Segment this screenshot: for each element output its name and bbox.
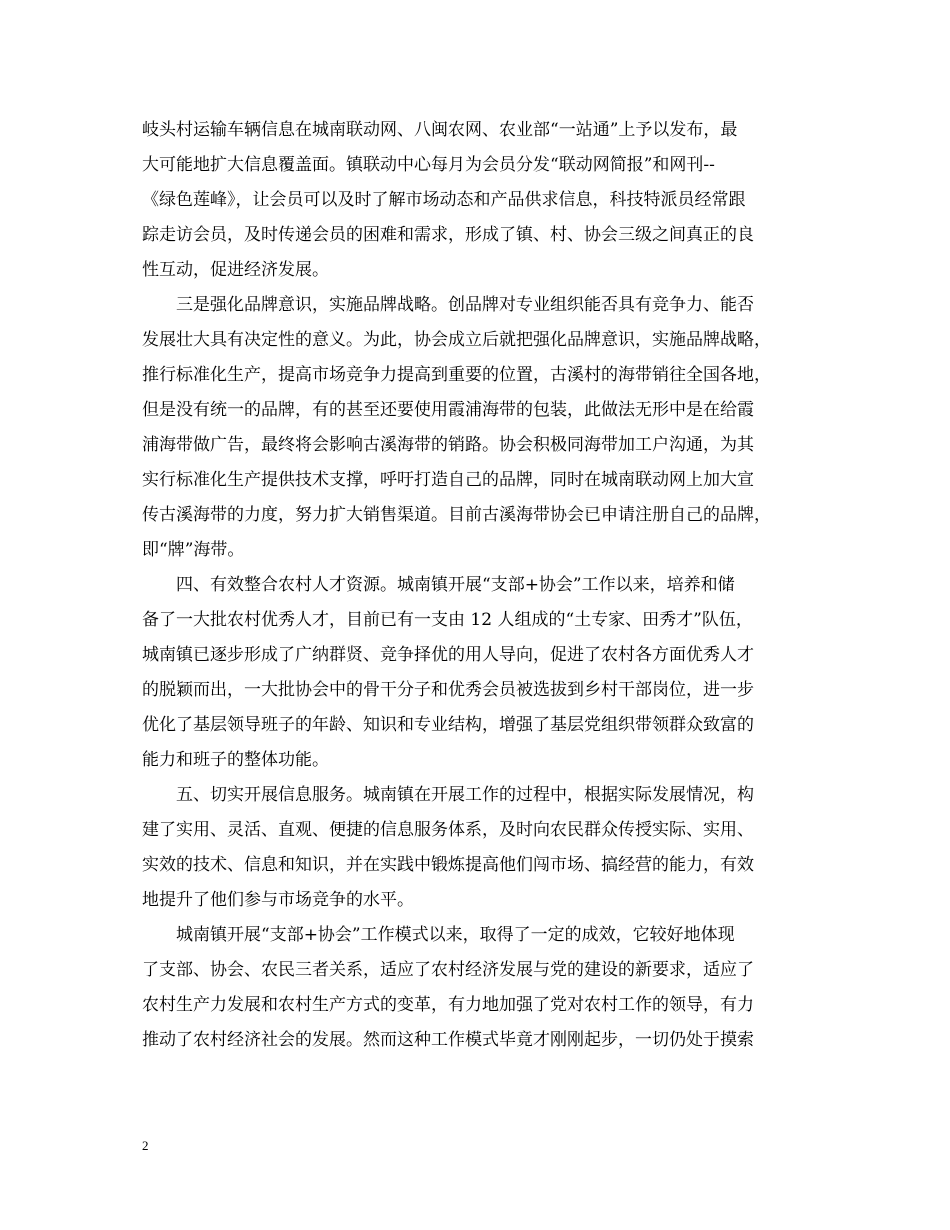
- text-line: 农村生产力发展和农村生产方式的变革，有力地加强了党对农村工作的领导，有力: [142, 995, 754, 1015]
- text-line: 的脱颖而出，一大批协会中的骨干分子和优秀会员被选拔到乡村干部岗位，进一步: [142, 680, 754, 700]
- paragraph-first-line: 城南镇开展“支部+协会”工作模式以来，取得了一定的成效，它较好地体现: [176, 925, 735, 945]
- text-line: 发展壮大具有决定性的意义。为此，协会成立后就把强化品牌意识，实施品牌战略，: [142, 330, 771, 350]
- text-line: 性互动，促进经济发展。: [142, 260, 329, 280]
- text-line: 实行标准化生产提供技术支撑，呼吁打造自己的品牌，同时在城南联动网上加大宣: [142, 470, 754, 490]
- text-line: 《绿色莲峰》，让会员可以及时了解市场动态和产品供求信息，科技特派员经常跟: [142, 190, 746, 210]
- text-line: 了支部、协会、农民三者关系，适应了农村经济发展与党的建设的新要求，适应了: [142, 960, 754, 980]
- text-line: 传古溪海带的力度，努力扩大销售渠道。目前古溪海带协会已申请注册自己的品牌，: [142, 505, 771, 525]
- text-line: 但是没有统一的品牌，有的甚至还要使用霞浦海带的包装，此做法无形中是在给霞: [142, 400, 754, 420]
- text-line: 推动了农村经济社会的发展。然而这种工作模式毕竟才刚刚起步，一切仍处于摸索: [142, 1030, 754, 1050]
- text-line: 踪走访会员，及时传递会员的困难和需求，形成了镇、村、协会三级之间真正的良: [142, 225, 754, 245]
- paragraph-first-line: 五、切实开展信息服务。城南镇在开展工作的过程中，根据实际发展情况，构: [176, 785, 754, 805]
- text-line: 能力和班子的整体功能。: [142, 750, 329, 770]
- text-line: 浦海带做广告，最终将会影响古溪海带的销路。协会积极同海带加工户沟通，为其: [142, 435, 754, 455]
- text-line: 推行标准化生产，提高市场竞争力提高到重要的位置，古溪村的海带销往全国各地，: [142, 365, 771, 385]
- page-number: 2: [142, 1138, 149, 1153]
- text-line: 优化了基层领导班子的年龄、知识和专业结构，增强了基层党组织带领群众致富的: [142, 715, 754, 735]
- text-line: 城南镇已逐步形成了广纳群贤、竞争择优的用人导向，促进了农村各方面优秀人才: [142, 645, 754, 665]
- text-line: 地提升了他们参与市场竞争的水平。: [142, 890, 414, 910]
- text-line: 实效的技术、信息和知识，并在实践中锻炼提高他们闯市场、搞经营的能力，有效: [142, 855, 754, 875]
- text-line: 即“牌”海带。: [142, 540, 245, 560]
- text-line: 备了一大批农村优秀人才，目前已有一支由 12 人组成的“土专家、田秀才”队伍，: [142, 610, 753, 630]
- text-line: 大可能地扩大信息覆盖面。镇联动中心每月为会员分发“联动网简报”和网刊--: [142, 155, 715, 175]
- text-line: 建了实用、灵活、直观、便捷的信息服务体系，及时向农民群众传授实际、实用、: [142, 820, 754, 840]
- paragraph-first-line: 三是强化品牌意识，实施品牌战略。创品牌对专业组织能否具有竞争力、能否: [176, 295, 754, 315]
- paragraph-first-line: 四、有效整合农村人才资源。城南镇开展“支部+协会”工作以来，培养和储: [176, 575, 735, 595]
- text-line: 岐头村运输车辆信息在城南联动网、八闽农网、农业部“一站通”上予以发布，最: [142, 120, 738, 140]
